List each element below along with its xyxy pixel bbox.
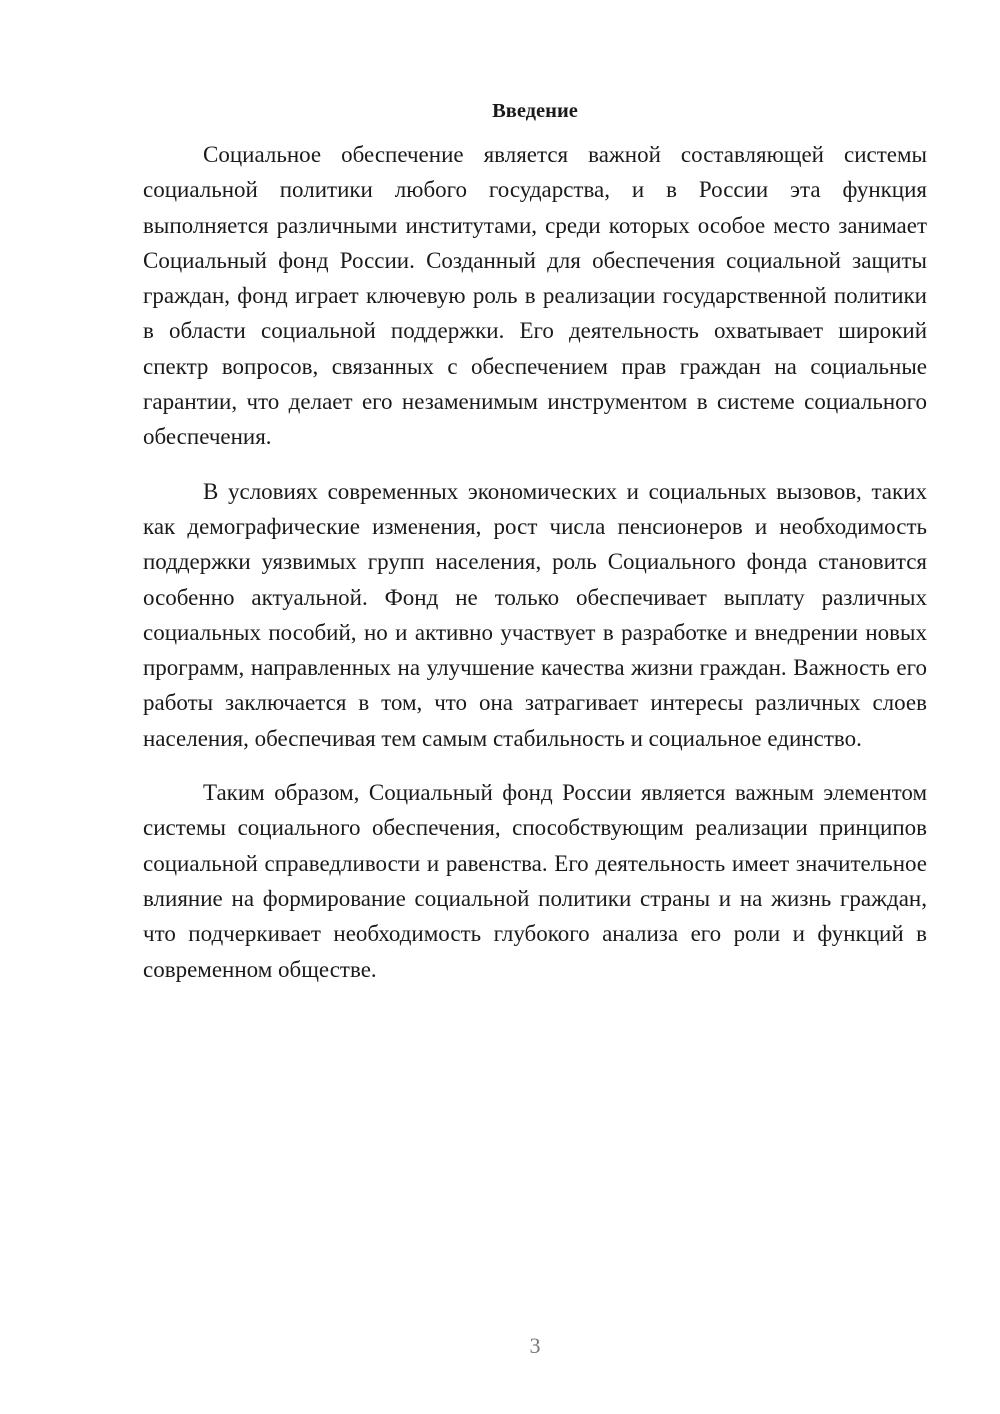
- paragraph-2: В условиях современных экономических и социальных вызовов, таких как демографические изменения, рост числа пенсионеров и необходимость поддержки уязвимых групп населения, роль Социального фонда становится особенно актуальной. Фонд не только обеспечивает выплату различных социальных пособий, но и активно участвует в разработке и внедрении новых программ, направленных на улучшение качества жизни граждан. Важность его работы заключается в том, что она затрагивает интересы различных слоев населения, обеспечивая тем самым стабильность и социальное единство.: [143, 478, 927, 751]
- paragraph-1: Социальное обеспечение является важной составляющей системы социальной политики любого государства, и в России эта функция выполняется различными институтами, среди которых особое место занимает Социальный фонд России. Созданный для обеспечения социальной защиты граждан, фонд играет ключевую роль в реализации государственной политики в области социальной поддержки. Его деятельность охватывает широкий спектр вопросов, связанных с обеспечением прав граждан на социальные гарантии, что делает его незаменимым инструментом в системе социального обеспечения.: [143, 142, 927, 450]
- paragraph-3: Таким образом, Социальный фонд России является важным элементом системы социального обеспечения, способствующим реализации принципов социальной справедливости и равенства. Его деятельность имеет значительное влияние на формирование социальной политики страны и на жизнь граждан, что подчеркивает необходимость глубокого анализа его роли и функций в современном обществе.: [143, 780, 927, 982]
- page-body: [143, 97, 927, 1006]
- page-number: 3: [529, 1333, 541, 1358]
- section-heading: Введение: [492, 100, 578, 122]
